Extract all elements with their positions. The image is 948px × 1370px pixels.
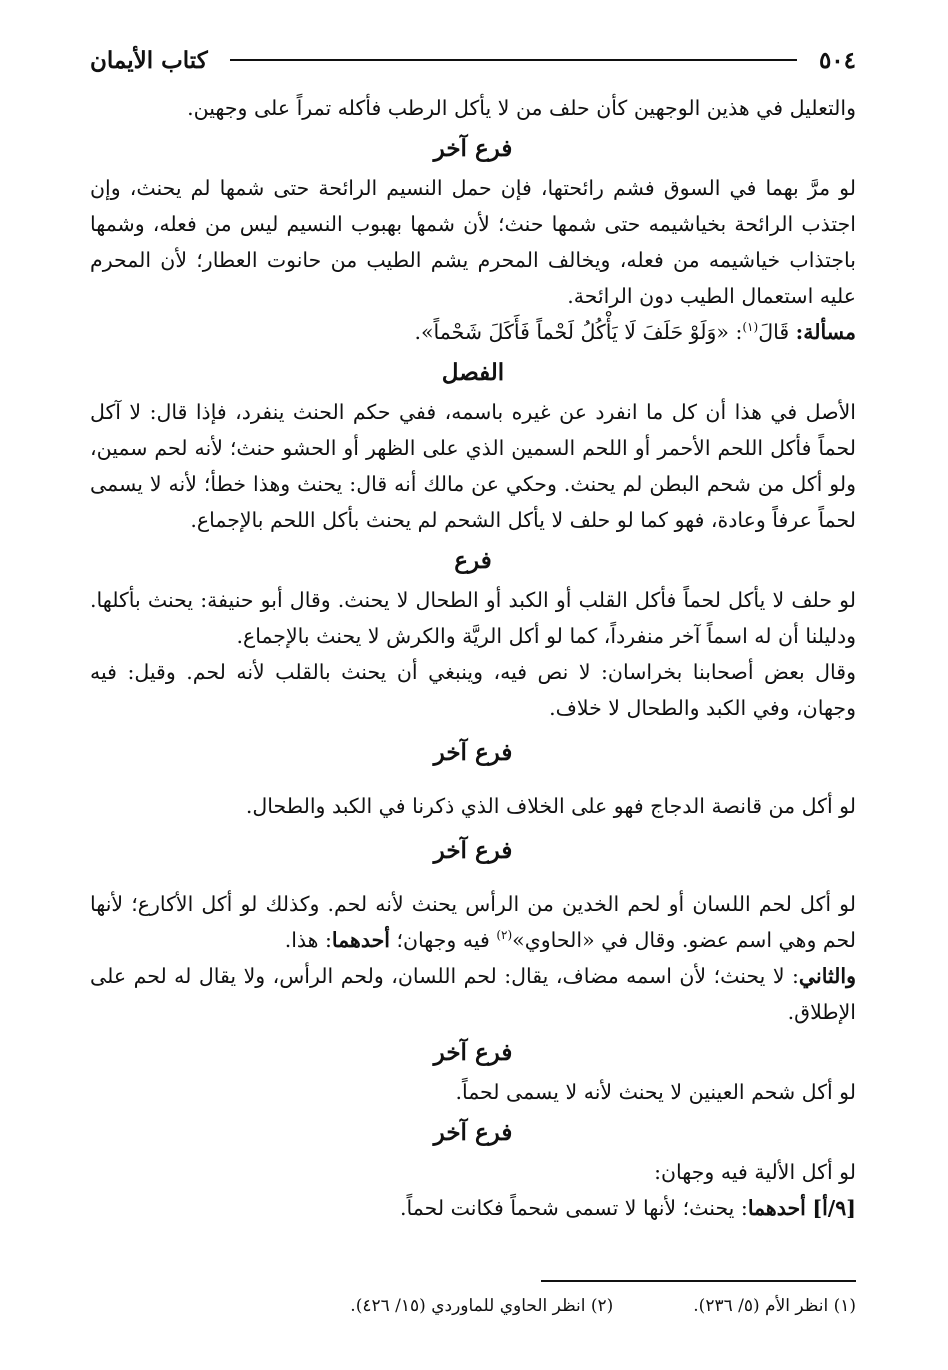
paragraph: لو أكل الألية فيه وجهان: bbox=[654, 1160, 856, 1184]
paragraph: لو أكل من قانصة الدجاج فهو على الخلاف الذي ذكرنا في الكبد والطحال. bbox=[245, 794, 856, 818]
bold-term: أحدهما bbox=[747, 1196, 806, 1220]
masala-label: مسألة: bbox=[795, 320, 856, 344]
bold-term: والثاني bbox=[798, 964, 856, 988]
text-run: لو أكل لحم اللسان أو لحم الخدين من الرأس يحنث لأنه لحم. وكذلك لو أكل الأكارع؛ لأنها لحم وهي اسم عضو. وقال في «الحاوي» bbox=[90, 892, 856, 952]
footnote-2: (٢) انظر الحاوي للماوردي (١٥/ ٤٢٦). bbox=[350, 1296, 614, 1316]
masala-paragraph bbox=[90, 314, 856, 350]
footnote-separator bbox=[541, 1280, 856, 1282]
paragraph: والتعليل في هذين الوجهين كأن حلف من لا يأكل الرطب فأكله تمراً على وجهين. bbox=[187, 96, 856, 120]
page-header bbox=[90, 40, 856, 80]
paragraph: لو مرَّ بهما في السوق فشم رائحتها، فإن حمل النسيم الرائحة حتى شمها لم يحنث، وإن اجتذب الرائحة بخياشيمه حتى شمها حنث؛ لأن شمها بهبوب النسيم ليس من فعله، وشمها باجتذاب خياشيمه من فعله، ويخالف المحرم يشم الطيب من حانوت العطار؛ لأن المحرم عليه استعمال الطيب دون الرائحة. bbox=[90, 176, 856, 308]
paragraph: وقال بعض أصحابنا بخراسان: لا نص فيه، وينبغي أن يحنث بالقلب لأنه لحم. وقيل: فيه وجهان، وفي الكبد والطحال لا خلاف. bbox=[90, 660, 856, 720]
text-run: : هذا. bbox=[284, 928, 332, 952]
section-heading: فرع آخر bbox=[433, 837, 513, 864]
footnotes bbox=[140, 1296, 856, 1316]
masala-text: : «وَلَوْ حَلَفَ لَا يَأْكُلُ لَحْماً فَأَكَلَ شَحْماً». bbox=[414, 320, 743, 344]
footnote-ref: (١) bbox=[742, 320, 759, 335]
paragraph: الأصل في هذا أن كل ما انفرد عن غيره باسمه، ففي حكم الحنث ينفرد، فإذا قال: لا آكل لحماً فأكل اللحم الأحمر أو اللحم السمين الذي على الظهر أو الحشو حنث؛ لأنه لحم سمين، ولو أكل من شحم البطن لم يحنث. وحكي عن مالك أنه قال: يحنث وهذا خطأ؛ لأنه لا يسمى لحماً عرفاً وعادة، فهو كما لو حلف لا يأكل الشحم لم يحنث بأكل اللحم بالإجماع. bbox=[90, 400, 856, 532]
page-number: ٥٠٤ bbox=[818, 46, 856, 74]
section-heading: فرع bbox=[454, 547, 492, 574]
text-run: : يحنث؛ لأنها لا تسمى شحماً فكانت لحماً. bbox=[400, 1196, 748, 1220]
masala-qala: قَالَ bbox=[758, 320, 790, 344]
folio-marker: [٩/أ] bbox=[812, 1196, 856, 1220]
paragraph bbox=[90, 1190, 856, 1226]
paragraph bbox=[90, 958, 856, 1030]
paragraph: لو أكل شحم العينين لا يحنث لأنه لا يسمى لحماً. bbox=[455, 1080, 856, 1104]
section-heading: فرع آخر bbox=[433, 739, 513, 766]
footnote-ref: (٢) bbox=[496, 928, 513, 943]
footnote-1: (١) انظر الأم (٥/ ٢٣٦). bbox=[693, 1296, 856, 1316]
section-heading: فرع آخر bbox=[433, 1119, 513, 1146]
header-rule bbox=[230, 59, 797, 61]
book-title: كتاب الأيمان bbox=[90, 46, 208, 74]
section-heading: فرع آخر bbox=[433, 1039, 513, 1066]
paragraph: لو حلف لا يأكل لحماً فأكل القلب أو الكبد أو الطحال لا يحنث. وقال أبو حنيفة: يحنث بأكلها. ودليلنا أن له اسماً آخر منفرداً، كما لو أكل الريَّة والكرش لا يحنث بالإجماع. bbox=[90, 588, 856, 648]
paragraph bbox=[90, 886, 856, 958]
text-run: : لا يحنث؛ لأن اسمه مضاف، يقال: لحم اللسان، ولحم الرأس، ولا يقال له لحم على الإطلاق. bbox=[90, 964, 856, 1024]
section-heading: الفصل bbox=[441, 359, 505, 386]
section-heading: فرع آخر bbox=[433, 135, 513, 162]
text-run: فيه وجهان؛ bbox=[389, 928, 497, 952]
bold-term: أحدهما bbox=[331, 928, 390, 952]
page-body bbox=[90, 90, 856, 1226]
